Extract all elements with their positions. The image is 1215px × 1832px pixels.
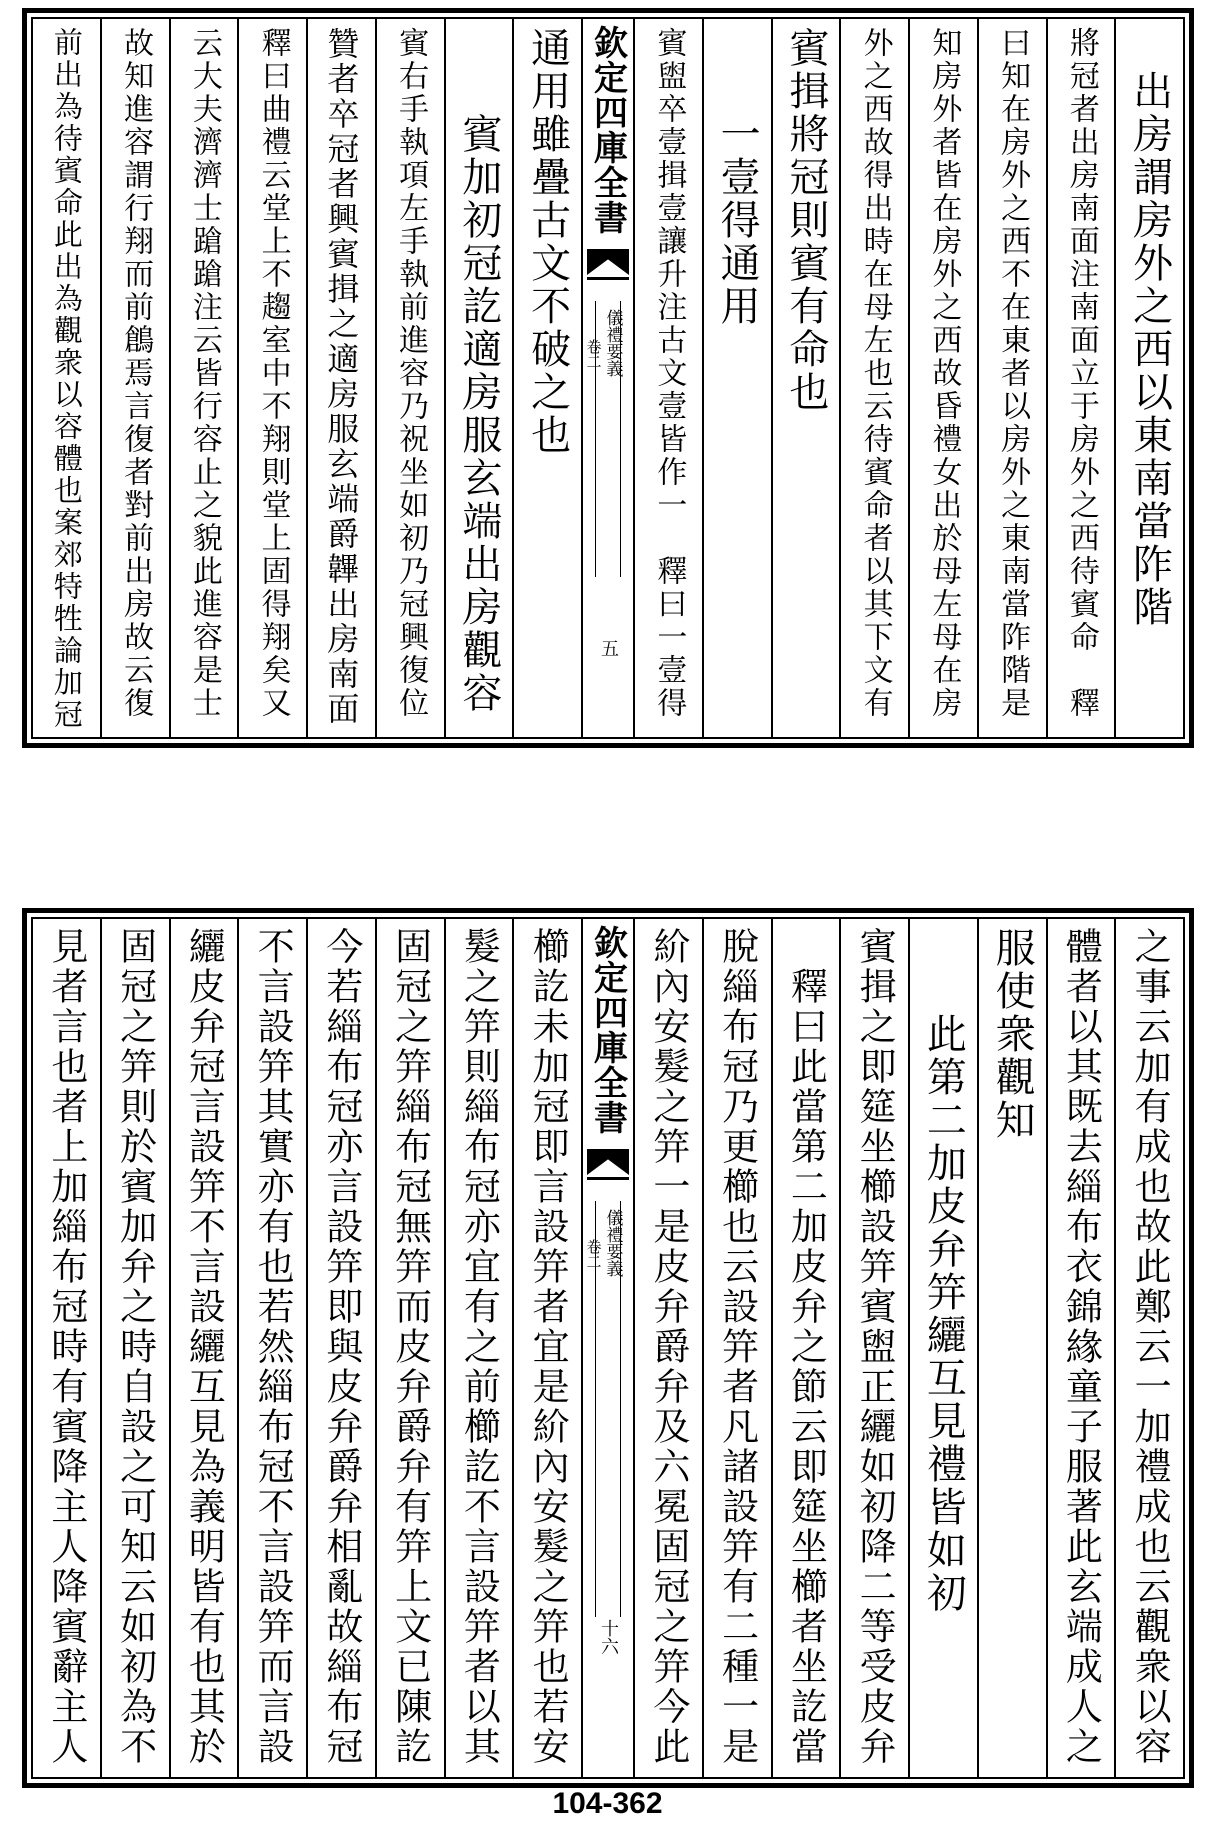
column-text: 賓揖將冠則賓有命也 bbox=[782, 27, 829, 414]
column-text: 曰知在房外之西不在東者以房外之東南當阼階是 bbox=[995, 27, 1031, 720]
bottom-sheet-columns bbox=[33, 919, 1183, 1777]
text-column bbox=[237, 919, 306, 1777]
text-column bbox=[444, 19, 513, 737]
column-text: 出房謂房外之西以東南當阼階 bbox=[1126, 27, 1173, 629]
column-text: 外之西故得出時在母左也云待賓命者以其下文有 bbox=[857, 27, 893, 720]
column-text: 將冠者出房南面注南面立于房外之西待賓命 釋 bbox=[1063, 27, 1099, 720]
text-column bbox=[633, 919, 702, 1777]
text-column bbox=[702, 19, 771, 737]
fishtail-mark bbox=[587, 249, 629, 275]
fishtail-mark bbox=[587, 1149, 629, 1175]
column-text: 體者以其既去緇布衣錦緣童子服著此玄端成人之 bbox=[1059, 927, 1103, 1767]
text-column bbox=[375, 919, 444, 1777]
text-column bbox=[100, 919, 169, 1777]
text-column bbox=[100, 19, 169, 737]
text-column bbox=[633, 19, 702, 737]
column-text: 不言設笄其實亦有也若然緇布冠不言設笄而言設 bbox=[251, 927, 295, 1767]
column-text: 髮之笄則緇布冠亦宜有之前櫛訖不言設笄者以其 bbox=[457, 927, 501, 1767]
text-column bbox=[977, 19, 1046, 737]
column-text: 紒內安髮之笄一是皮弁爵弁及六冕固冠之笄今此 bbox=[646, 927, 690, 1767]
center-fold bbox=[581, 919, 633, 1777]
column-text: 今若緇布冠亦言設笄即與皮弁爵弁相亂故緇布冠 bbox=[319, 927, 363, 1767]
fishtail-rule bbox=[587, 1177, 629, 1180]
column-text: 脫緇布冠乃更櫛也云設笄者凡諸設笄有二種一是 bbox=[715, 927, 759, 1767]
column-text: 賓盥卒壹揖壹讓升注古文壹皆作一 釋曰一壹得 bbox=[651, 27, 687, 720]
text-column bbox=[306, 919, 375, 1777]
column-text: 贊者卒冠者興賓揖之適房服玄端爵韠出房南面 bbox=[322, 27, 361, 727]
column-text: 固冠之笄則於賓加弁之時自設之可知云如初為不 bbox=[113, 927, 157, 1767]
text-column bbox=[512, 919, 581, 1777]
text-column bbox=[237, 19, 306, 737]
column-text: 櫛訖未加冠即言設笄者宜是紒內安髮之笄也若安 bbox=[526, 927, 570, 1767]
column-text: 釋曰此當第二加皮弁之節云即筵坐櫛者坐訖當 bbox=[784, 927, 828, 1767]
top-sheet bbox=[22, 8, 1194, 748]
column-text: 此第二加皮弁笄纚互見禮皆如初 bbox=[920, 927, 967, 1615]
center-fold bbox=[581, 19, 633, 737]
text-column bbox=[33, 919, 100, 1777]
bottom-sheet bbox=[22, 908, 1194, 1788]
column-text: 云大夫濟濟士蹌蹌注云皆行容止之貌此進容是士 bbox=[186, 27, 222, 720]
text-column bbox=[702, 919, 771, 1777]
column-text: 固冠之笄緇布冠無笄而皮弁爵弁有笄上文已陳訖 bbox=[388, 927, 432, 1767]
column-text: 故知進容謂行翔而前鶬焉言復者對前出房故云復 bbox=[118, 27, 154, 720]
book-title: 欽定四庫全書 bbox=[587, 25, 628, 235]
work-title: 儀禮要義 bbox=[602, 1209, 623, 1277]
column-text: 前出為待賓命此出為觀衆以容體也案郊特牲論加冠 bbox=[49, 27, 84, 731]
column-text: 賓揖之即筵坐櫛設笄賓盥正纚如初降二等受皮弁 bbox=[853, 927, 897, 1767]
text-column bbox=[977, 919, 1046, 1777]
text-column bbox=[908, 19, 977, 737]
text-column bbox=[306, 19, 375, 737]
juan-label: 卷二 bbox=[584, 1239, 603, 1269]
column-text: 見者言也者上加緇布冠時有賓降主人降賓辭主人 bbox=[44, 927, 88, 1767]
text-column bbox=[1114, 919, 1183, 1777]
text-column bbox=[375, 19, 444, 737]
text-column bbox=[908, 919, 977, 1777]
column-text: 纚皮弁冠言設笄不言設纚互見為義明皆有也其於 bbox=[182, 927, 226, 1767]
text-column bbox=[1114, 19, 1183, 737]
folio-number: 十六 bbox=[598, 1619, 619, 1655]
text-column bbox=[771, 19, 840, 737]
bottom-sheet-frame bbox=[31, 917, 1185, 1779]
text-column bbox=[169, 19, 238, 737]
book-title: 欽定四庫全書 bbox=[587, 925, 628, 1135]
column-text: 通用雖疊古文不破之也 bbox=[524, 27, 571, 457]
column-text: 之事云加有成也故此鄭云一加禮成也云觀衆以容 bbox=[1128, 927, 1172, 1767]
page-number: 104-362 bbox=[552, 1787, 663, 1820]
column-text: 賓右手執項左手執前進容乃祝坐如初乃冠興復位 bbox=[393, 27, 429, 720]
top-sheet-columns bbox=[33, 19, 1183, 737]
text-column bbox=[169, 919, 238, 1777]
text-column bbox=[444, 919, 513, 1777]
column-text: 知房外者皆在房外之西故昏禮女出於母左母在房 bbox=[926, 27, 962, 720]
top-sheet-frame bbox=[31, 17, 1185, 739]
juan-label: 卷二 bbox=[584, 339, 603, 369]
text-column bbox=[1046, 919, 1115, 1777]
column-text: 一壹得通用 bbox=[714, 27, 761, 328]
fishtail-rule bbox=[587, 277, 629, 280]
text-column bbox=[771, 919, 840, 1777]
text-column bbox=[839, 19, 908, 737]
column-text: 釋曰曲禮云堂上不趨室中不翔則堂上固得翔矣又 bbox=[255, 27, 291, 720]
column-text: 賓加初冠訖適房服玄端出房觀容 bbox=[455, 27, 502, 715]
column-text: 服使衆觀知 bbox=[989, 927, 1036, 1142]
work-title: 儀禮要義 bbox=[602, 309, 623, 377]
folio-number: 五 bbox=[598, 639, 619, 657]
text-column bbox=[33, 19, 100, 737]
text-column bbox=[512, 19, 581, 737]
text-column bbox=[839, 919, 908, 1777]
text-column bbox=[1046, 19, 1115, 737]
